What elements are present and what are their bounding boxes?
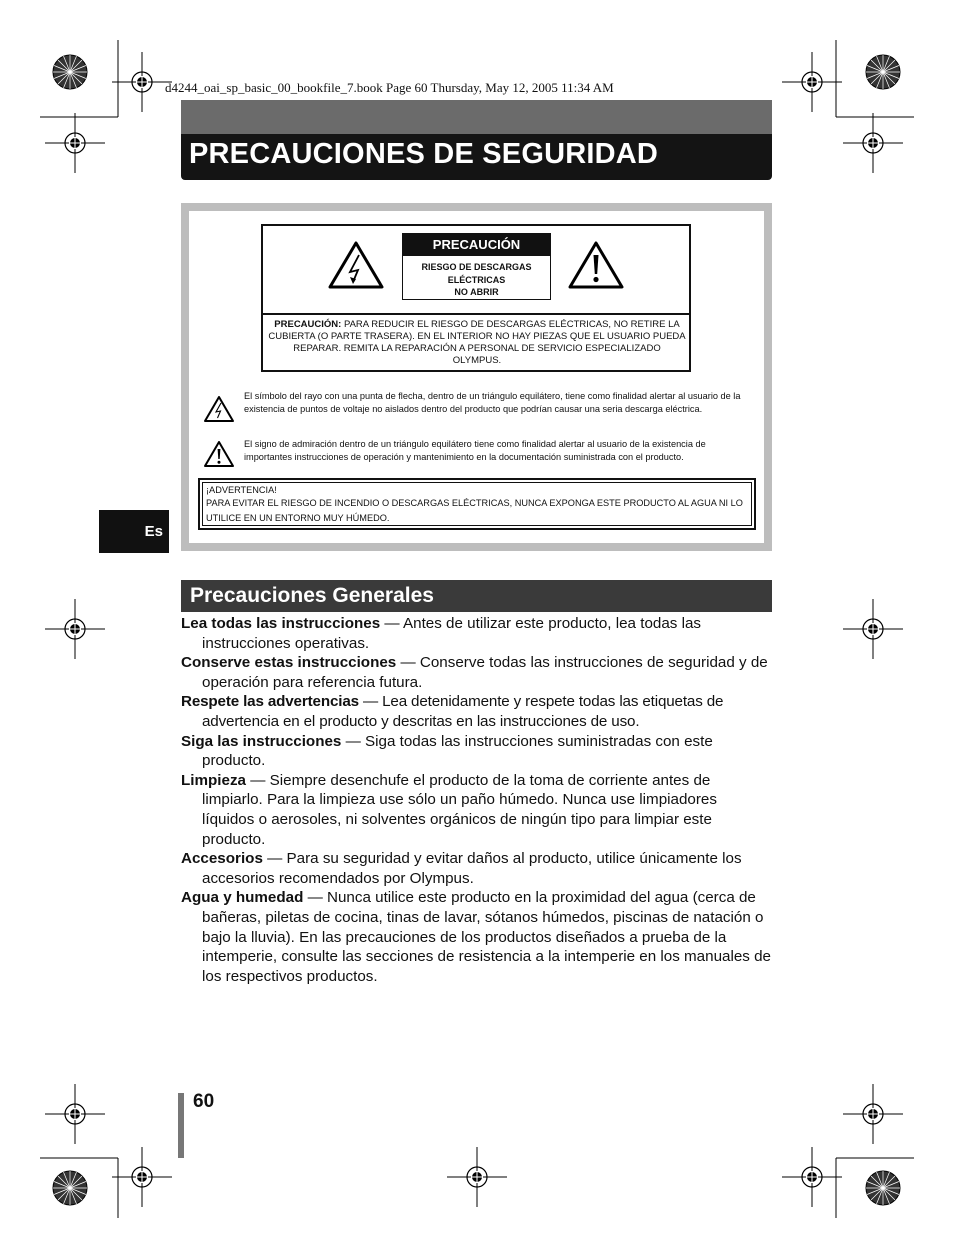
caution-divider (263, 313, 689, 315)
caution-note-label: PRECAUCIÓN: (274, 319, 342, 330)
list-item (181, 692, 773, 731)
precaution-term: Lea todas las instrucciones (181, 615, 381, 632)
warning-body: PARA EVITAR EL RIESGO DE INCENDIO O DESCARGAS ELÉCTRICAS, NUNCA EXPONGA ESTE PRODUCTO AL AGUA NI LO UTILICE EN UN ENTORNO MUY HÚMEDO. (206, 498, 743, 523)
precaution-text: — Conserve todas las instrucciones de seguridad y de operación para referencia futura. (202, 654, 768, 691)
precautions-list (181, 614, 773, 986)
precaution-term: Conserve estas instrucciones (181, 654, 397, 672)
lightning-triangle-icon (327, 240, 385, 290)
title-bar-accent (181, 100, 772, 134)
precaution-term: Limpieza (181, 771, 246, 789)
page-title: PRECAUCIONES DE SEGURIDAD (189, 138, 659, 170)
caution-subtext-line: ELÉCTRICAS (447, 274, 506, 285)
precaution-term: Accesorios (181, 850, 263, 868)
list-item (181, 653, 773, 692)
language-tab-label: Es (144, 523, 163, 540)
lightning-symbol-description: El símbolo del rayo con una punta de flecha, dentro de un triángulo equilátero, tiene como finalidad alertar al usuario de la existencia de puntos de voltaje no aislados dentro del producto que podrían causar una seria descarga eléctrica. (244, 391, 741, 414)
warning-label: ¡ADVERTENCIA! (206, 485, 277, 495)
exclamation-symbol-description: El signo de admiración dentro de un triángulo equilátero tiene como finalidad alertar al usuario de la existencia de importantes instrucciones de operación y mantenimiento en la documentación suministrada con el producto. (244, 439, 706, 462)
precaution-text: — Para su seguridad y evitar daños al producto, utilice únicamente los accesorios recomendados por Olympus. (202, 850, 742, 887)
precaution-term: Respete las advertencias (181, 693, 359, 711)
caution-note-text: PARA REDUCIR EL RIESGO DE DESCARGAS ELÉCTRICAS, NO RETIRE LA CUBIERTA (O PARTE TRASERA). EN EL INTERIOR NO HAY PIEZAS QUE EL USUARIO PUEDA REPARAR. REMITA LA REPARACIÓN A PERSONAL DE SERVICIO ESPECIALIZADO OLYMPUS. (268, 319, 686, 366)
precaution-text: — Nunca utilice este producto en la proximidad del agua (cerca de bañeras, piletas de cocina, tinas de lavar, sótanos húmedos, piscinas de natación o bajo la lluvia). En las precauciones de los productos diseñados a prueba de la intemperie, consulte las secciones de resistencia a la intemperie en los manuales de los respectivos productos. (202, 889, 771, 985)
caution-subtext-line: RIESGO DE DESCARGAS (421, 262, 532, 272)
warning-text (206, 483, 750, 526)
precaution-text: — Lea detenidamente y respete todas las etiquetas de advertencia en el producto y descritas en las instrucciones de uso. (202, 693, 724, 730)
caution-heading: PRECAUCIÓN (403, 234, 550, 256)
precaution-text: — Siempre desenchufe el producto de la toma de corriente antes de limpiarlo. Para la limpieza use sólo un paño húmedo. Nunca use limpiadores líquidos o aerosoles, ni solventes orgánicos de ningún tipo para limpiar este producto. (202, 771, 717, 848)
exclamation-triangle-icon (203, 440, 235, 468)
list-item (181, 888, 773, 986)
language-tab (99, 510, 169, 553)
list-item (181, 614, 773, 653)
page-number: 60 (193, 1091, 215, 1112)
list-item (181, 849, 773, 888)
caution-subtext-line: NO ABRIR (454, 287, 499, 297)
caution-note (268, 319, 686, 367)
lightning-triangle-icon (203, 395, 235, 423)
exclamation-triangle-icon (567, 240, 625, 290)
caution-subtext (403, 261, 550, 299)
precaution-text: — Antes de utilizar este producto, lea todas las instrucciones operativas. (202, 615, 702, 652)
file-header: d4244_oai_sp_basic_00_bookfile_7.book Page 60 Thursday, May 12, 2005 11:34 AM (165, 80, 614, 95)
precaution-text: — Siga todas las instrucciones suministradas con este producto. (202, 732, 713, 770)
list-item (181, 771, 773, 849)
precaution-term: Siga las instrucciones (181, 732, 342, 750)
section-title: Precauciones Generales (190, 584, 434, 607)
page-number-bar (178, 1093, 184, 1158)
precaution-term: Agua y humedad (181, 889, 304, 907)
list-item (181, 732, 773, 771)
